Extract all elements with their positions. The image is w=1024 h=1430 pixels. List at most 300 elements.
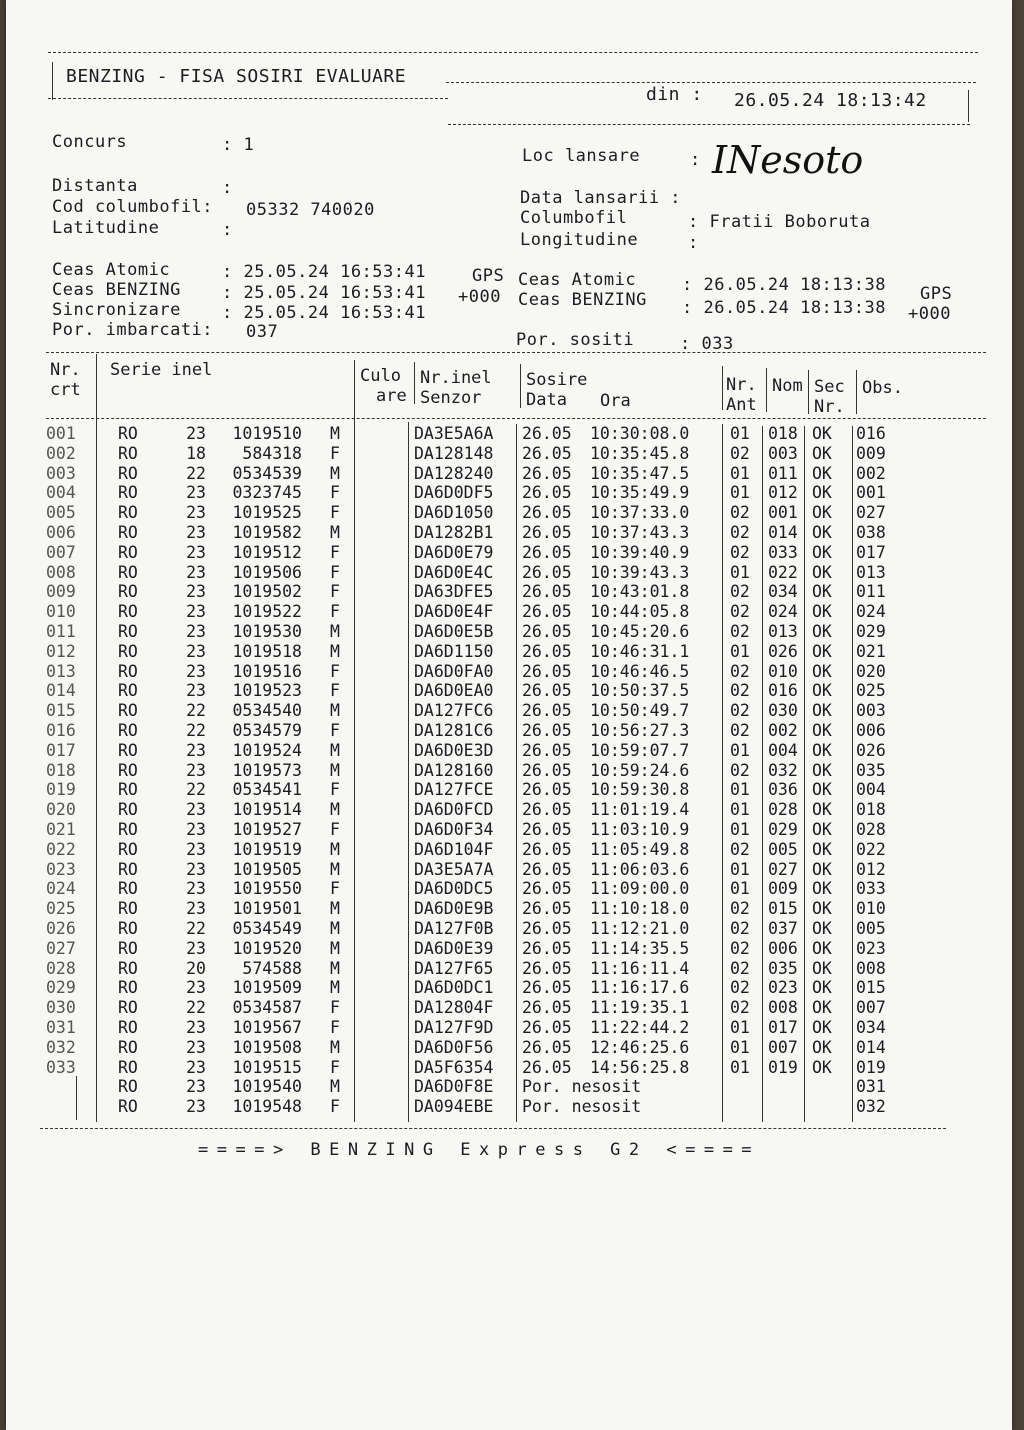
row-antenna: 02 — [730, 701, 750, 721]
row-arrival-time: 10:50:37.5 — [590, 681, 690, 701]
row-sec: OK — [812, 1037, 832, 1057]
row-arrival-time: 10:35:45.8 — [590, 443, 690, 463]
row-country: RO — [118, 443, 138, 463]
row-year: 23 — [186, 1037, 206, 1057]
row-arrival-date: 26.05 — [522, 503, 572, 523]
row-arrival-time: 10:50:49.7 — [590, 701, 690, 721]
row-arrival-date: 26.05 — [522, 978, 572, 998]
col-obs: Obs. — [862, 378, 903, 398]
row-number: 033 — [46, 1057, 76, 1077]
row-country: RO — [118, 582, 138, 602]
row-sensor-ring: DA6D0E39 — [414, 938, 494, 958]
title-left-border — [52, 62, 53, 100]
row-sex: F — [330, 879, 340, 899]
table-row — [6, 1038, 1012, 1058]
ceas-benzing-value-right: : 26.05.24 18:13:38 — [682, 298, 886, 318]
row-sex: M — [330, 1037, 340, 1057]
row-sec: OK — [812, 899, 832, 919]
row-sec: OK — [812, 681, 832, 701]
row-arrival-date: Por. nesosit — [522, 1077, 642, 1097]
arrivals-table — [6, 424, 1012, 1117]
row-number: 010 — [46, 602, 76, 622]
row-sec: OK — [812, 562, 832, 582]
row-ring-series: 0534579 — [232, 720, 302, 740]
row-obs: 028 — [856, 819, 886, 839]
row-arrival-date: 26.05 — [522, 1017, 572, 1037]
row-year: 23 — [186, 661, 206, 681]
row-arrival-time: 10:43:01.8 — [590, 582, 690, 602]
row-sec: OK — [812, 879, 832, 899]
row-sex: M — [330, 641, 340, 661]
row-sensor-ring: DA127F65 — [414, 958, 494, 978]
row-ring-series: 1019550 — [232, 879, 302, 899]
row-country: RO — [118, 641, 138, 661]
row-sex: M — [330, 938, 340, 958]
ceas-atomic-gps-left: GPS — [472, 266, 505, 286]
row-sensor-ring: DA6D0E3D — [414, 740, 494, 760]
loc-lansare-colon: : — [690, 150, 701, 170]
longitudine-label: Longitudine — [520, 230, 639, 250]
table-row — [6, 899, 1012, 919]
row-arrival-time: 10:46:46.5 — [590, 661, 690, 681]
row-country: RO — [118, 899, 138, 919]
row-antenna: 01 — [730, 740, 750, 760]
row-sex: M — [330, 839, 340, 859]
row-nom: 036 — [768, 780, 798, 800]
loc-lansare-handwriting: INesoto — [712, 138, 864, 182]
row-year: 23 — [186, 1017, 206, 1037]
row-obs: 004 — [856, 780, 886, 800]
cod-label: Cod columbofil: — [52, 197, 214, 217]
row-number: 017 — [46, 740, 76, 760]
row-nom: 030 — [768, 701, 798, 721]
row-country: RO — [118, 978, 138, 998]
row-sec: OK — [812, 661, 832, 681]
row-sensor-ring: DA094EBE — [414, 1097, 494, 1117]
col-sosire-ora: Ora — [600, 391, 631, 411]
row-nom: 032 — [768, 760, 798, 780]
row-number: 003 — [46, 463, 76, 483]
row-nom: 014 — [768, 522, 798, 542]
row-sec: OK — [812, 819, 832, 839]
row-arrival-date: 26.05 — [522, 582, 572, 602]
row-country: RO — [118, 938, 138, 958]
row-country: RO — [118, 998, 138, 1018]
row-country: RO — [118, 879, 138, 899]
row-sensor-ring: DA6D0DC1 — [414, 978, 494, 998]
row-country: RO — [118, 1097, 138, 1117]
row-number: 008 — [46, 562, 76, 582]
row-sex: M — [330, 522, 340, 542]
row-antenna: 01 — [730, 424, 750, 443]
row-obs: 013 — [856, 562, 886, 582]
row-sensor-ring: DA6D0DC5 — [414, 879, 494, 899]
ceas-benzing-value-left: : 25.05.24 16:53:41 — [222, 283, 426, 303]
row-obs: 023 — [856, 938, 886, 958]
row-antenna: 02 — [730, 760, 750, 780]
row-nom: 019 — [768, 1057, 798, 1077]
table-row — [6, 701, 1012, 721]
row-number: 005 — [46, 503, 76, 523]
row-obs: 005 — [856, 918, 886, 938]
row-arrival-time: 11:09:00.0 — [590, 879, 690, 899]
title-top-rule — [48, 52, 978, 53]
sositi-value: : 033 — [680, 334, 734, 354]
row-nom: 003 — [768, 443, 798, 463]
row-arrival-date: 26.05 — [522, 998, 572, 1018]
row-sensor-ring: DA6D0E79 — [414, 542, 494, 562]
row-obs: 020 — [856, 661, 886, 681]
row-sec: OK — [812, 780, 832, 800]
row-nom: 034 — [768, 582, 798, 602]
col-nom: Nom — [772, 376, 803, 396]
row-arrival-date: 26.05 — [522, 701, 572, 721]
row-obs: 021 — [856, 641, 886, 661]
row-country: RO — [118, 839, 138, 859]
ceas-atomic-gps-right: GPS — [920, 284, 953, 304]
row-number: 009 — [46, 582, 76, 602]
row-antenna: 01 — [730, 1037, 750, 1057]
row-arrival-time: 11:14:35.5 — [590, 938, 690, 958]
row-ring-series: 1019512 — [232, 542, 302, 562]
table-bottom-rule — [40, 1128, 946, 1129]
row-country: RO — [118, 760, 138, 780]
row-sec: OK — [812, 958, 832, 978]
row-sex: F — [330, 1057, 340, 1077]
row-obs: 016 — [856, 424, 886, 443]
row-sec: OK — [812, 978, 832, 998]
row-antenna: 01 — [730, 1057, 750, 1077]
row-nom: 009 — [768, 879, 798, 899]
row-sec: OK — [812, 918, 832, 938]
row-antenna: 01 — [730, 641, 750, 661]
table-row — [6, 1058, 1012, 1078]
table-row — [6, 622, 1012, 642]
row-obs: 009 — [856, 443, 886, 463]
row-ring-series: 1019567 — [232, 1017, 302, 1037]
table-row — [6, 978, 1012, 998]
row-sex: M — [330, 800, 340, 820]
row-arrival-date: 26.05 — [522, 938, 572, 958]
sincronizare-value: : 25.05.24 16:53:41 — [222, 303, 426, 323]
row-year: 23 — [186, 681, 206, 701]
row-country: RO — [118, 1057, 138, 1077]
row-number: 011 — [46, 621, 76, 641]
row-arrival-time: 10:35:49.9 — [590, 483, 690, 503]
row-ring-series: 1019524 — [232, 740, 302, 760]
col-sep-inel-header — [520, 364, 521, 408]
row-ring-series: 1019540 — [232, 1077, 302, 1097]
row-nom: 008 — [768, 998, 798, 1018]
row-number: 007 — [46, 542, 76, 562]
row-obs: 007 — [856, 998, 886, 1018]
row-ring-series: 0534540 — [232, 701, 302, 721]
row-sec: OK — [812, 503, 832, 523]
row-number: 015 — [46, 701, 76, 721]
col-culoare-2: are — [376, 386, 407, 406]
distanta-label: Distanta — [52, 176, 138, 196]
row-sec: OK — [812, 424, 832, 443]
row-nom: 026 — [768, 641, 798, 661]
row-year: 23 — [186, 522, 206, 542]
row-obs: 026 — [856, 740, 886, 760]
row-country: RO — [118, 562, 138, 582]
row-year: 20 — [186, 958, 206, 978]
row-year: 18 — [186, 443, 206, 463]
row-antenna: 01 — [730, 1017, 750, 1037]
row-nom: 011 — [768, 463, 798, 483]
row-nom: 013 — [768, 621, 798, 641]
row-sec: OK — [812, 621, 832, 641]
table-row — [6, 444, 1012, 464]
row-ring-series: 1019502 — [232, 582, 302, 602]
row-country: RO — [118, 503, 138, 523]
col-sosire-data: Data — [526, 390, 567, 410]
row-arrival-date: 26.05 — [522, 720, 572, 740]
title-right-border — [968, 90, 969, 122]
row-arrival-date: 26.05 — [522, 780, 572, 800]
row-number: 029 — [46, 978, 76, 998]
row-nom: 002 — [768, 720, 798, 740]
row-obs: 018 — [856, 800, 886, 820]
row-year: 23 — [186, 819, 206, 839]
row-year: 23 — [186, 879, 206, 899]
row-sensor-ring: DA6D1050 — [414, 503, 494, 523]
row-country: RO — [118, 780, 138, 800]
row-obs: 002 — [856, 463, 886, 483]
row-sec: OK — [812, 582, 832, 602]
row-arrival-date: 26.05 — [522, 621, 572, 641]
row-number: 022 — [46, 839, 76, 859]
row-year: 22 — [186, 463, 206, 483]
row-year: 22 — [186, 720, 206, 740]
row-antenna: 02 — [730, 582, 750, 602]
row-obs: 017 — [856, 542, 886, 562]
row-year: 23 — [186, 424, 206, 443]
row-sensor-ring: DA6D0F8E — [414, 1077, 494, 1097]
row-arrival-time: 11:12:21.0 — [590, 918, 690, 938]
row-sec: OK — [812, 443, 832, 463]
row-country: RO — [118, 542, 138, 562]
row-arrival-date: 26.05 — [522, 958, 572, 978]
row-arrival-time: 10:59:24.6 — [590, 760, 690, 780]
row-sex: M — [330, 978, 340, 998]
table-row — [6, 483, 1012, 503]
row-number: 032 — [46, 1037, 76, 1057]
row-country: RO — [118, 720, 138, 740]
row-sensor-ring: DA6D0FCD — [414, 800, 494, 820]
row-obs: 006 — [856, 720, 886, 740]
row-number: 006 — [46, 522, 76, 542]
row-number: 031 — [46, 1017, 76, 1037]
row-year: 22 — [186, 780, 206, 800]
row-number: 016 — [46, 720, 76, 740]
columbofil-label: Columbofil — [520, 208, 628, 228]
row-number: 004 — [46, 483, 76, 503]
col-sosire: Sosire — [526, 370, 588, 390]
row-year: 23 — [186, 602, 206, 622]
row-obs: 011 — [856, 582, 886, 602]
row-year: 23 — [186, 938, 206, 958]
row-sex: M — [330, 899, 340, 919]
row-ring-series: 1019530 — [232, 621, 302, 641]
table-row — [6, 800, 1012, 820]
row-year: 23 — [186, 621, 206, 641]
row-sensor-ring: DA6D0E5B — [414, 621, 494, 641]
row-sex: M — [330, 958, 340, 978]
table-row — [6, 780, 1012, 800]
row-year: 23 — [186, 978, 206, 998]
row-sex: F — [330, 443, 340, 463]
ceas-atomic-value-left: : 25.05.24 16:53:41 — [222, 262, 426, 282]
row-obs: 003 — [856, 701, 886, 721]
table-row — [6, 840, 1012, 860]
table-row — [6, 1018, 1012, 1038]
row-obs: 027 — [856, 503, 886, 523]
row-antenna: 02 — [730, 681, 750, 701]
row-country: RO — [118, 661, 138, 681]
row-country: RO — [118, 1017, 138, 1037]
row-sensor-ring: DA3E5A6A — [414, 424, 494, 443]
row-number: 021 — [46, 819, 76, 839]
table-row — [6, 741, 1012, 761]
row-arrival-time: 10:59:07.7 — [590, 740, 690, 760]
row-sec: OK — [812, 701, 832, 721]
row-sec: OK — [812, 800, 832, 820]
data-lansarii-label: Data lansarii : — [520, 188, 682, 208]
row-sex: M — [330, 463, 340, 483]
row-sec: OK — [812, 602, 832, 622]
row-antenna: 01 — [730, 879, 750, 899]
latitudine-value: : — [222, 220, 233, 240]
row-sec: OK — [812, 542, 832, 562]
row-antenna: 02 — [730, 522, 750, 542]
row-sensor-ring: DA12804F — [414, 998, 494, 1018]
row-sex: F — [330, 542, 340, 562]
table-row — [6, 1077, 1012, 1097]
row-sec: OK — [812, 641, 832, 661]
row-sec: OK — [812, 463, 832, 483]
row-sex: F — [330, 1097, 340, 1117]
row-arrival-date: 26.05 — [522, 839, 572, 859]
row-number: 018 — [46, 760, 76, 780]
table-row — [6, 503, 1012, 523]
row-sensor-ring: DA63DFE5 — [414, 582, 494, 602]
row-sex: F — [330, 998, 340, 1018]
row-sensor-ring: DA6D0E4F — [414, 602, 494, 622]
ceas-atomic-label-right: Ceas Atomic — [518, 270, 637, 290]
row-antenna: 02 — [730, 621, 750, 641]
row-number: 001 — [46, 424, 76, 443]
row-year: 23 — [186, 1057, 206, 1077]
row-sec: OK — [812, 1057, 832, 1077]
row-sex: M — [330, 701, 340, 721]
distanta-value: : — [222, 178, 233, 198]
row-sensor-ring: DA1282B1 — [414, 522, 494, 542]
ceas-atomic-label-left: Ceas Atomic — [52, 260, 171, 280]
row-sensor-ring: DA6D0F56 — [414, 1037, 494, 1057]
row-nom: 007 — [768, 1037, 798, 1057]
row-arrival-date: 26.05 — [522, 879, 572, 899]
row-sec: OK — [812, 483, 832, 503]
row-sex: F — [330, 483, 340, 503]
row-sensor-ring: DA128148 — [414, 443, 494, 463]
row-antenna: 02 — [730, 978, 750, 998]
table-row — [6, 721, 1012, 741]
row-ring-series: 1019518 — [232, 641, 302, 661]
row-number: 023 — [46, 859, 76, 879]
row-sensor-ring: DA6D0DF5 — [414, 483, 494, 503]
row-year: 22 — [186, 998, 206, 1018]
row-arrival-time: 11:01:19.4 — [590, 800, 690, 820]
row-arrival-time: 12:46:25.6 — [590, 1037, 690, 1057]
row-antenna: 02 — [730, 443, 750, 463]
table-header-bottom-rule — [46, 418, 986, 419]
row-ring-series: 1019514 — [232, 800, 302, 820]
row-country: RO — [118, 918, 138, 938]
row-nom: 016 — [768, 681, 798, 701]
cod-value: 05332 740020 — [246, 200, 375, 220]
row-ring-series: 1019506 — [232, 562, 302, 582]
row-arrival-time: 10:30:08.0 — [590, 424, 690, 443]
row-obs: 015 — [856, 978, 886, 998]
row-sec: OK — [812, 998, 832, 1018]
row-ring-series: 584318 — [242, 443, 302, 463]
row-nom: 001 — [768, 503, 798, 523]
row-year: 23 — [186, 899, 206, 919]
row-sex: M — [330, 760, 340, 780]
row-sensor-ring: DA1281C6 — [414, 720, 494, 740]
date-label: din : — [646, 84, 703, 105]
ceas-benzing-offset-right: +000 — [908, 304, 951, 324]
col-sec-1: Sec — [814, 377, 845, 397]
row-sensor-ring: DA127F0B — [414, 918, 494, 938]
row-number: 019 — [46, 780, 76, 800]
row-number: 024 — [46, 879, 76, 899]
imbarcati-value: 037 — [246, 322, 279, 342]
row-arrival-date: 26.05 — [522, 1037, 572, 1057]
row-number: 025 — [46, 899, 76, 919]
row-ring-series: 1019519 — [232, 839, 302, 859]
row-obs: 022 — [856, 839, 886, 859]
col-sec-2: Nr. — [814, 397, 845, 417]
row-ring-series: 0534549 — [232, 918, 302, 938]
row-obs: 034 — [856, 1017, 886, 1037]
table-row — [6, 523, 1012, 543]
row-sensor-ring: DA6D0FA0 — [414, 661, 494, 681]
row-number: 028 — [46, 958, 76, 978]
imbarcati-label: Por. imbarcati: — [52, 320, 214, 340]
table-row — [6, 642, 1012, 662]
col-sep-sec-header — [856, 370, 857, 414]
row-sex: F — [330, 780, 340, 800]
row-ring-series: 1019515 — [232, 1057, 302, 1077]
row-arrival-time: 11:16:11.4 — [590, 958, 690, 978]
date-value: 26.05.24 18:13:42 — [734, 90, 927, 111]
row-ring-series: 1019573 — [232, 760, 302, 780]
table-row — [6, 662, 1012, 682]
col-sep-sosire-header — [722, 366, 723, 410]
row-sex: F — [330, 681, 340, 701]
row-year: 22 — [186, 918, 206, 938]
row-country: RO — [118, 463, 138, 483]
row-antenna: 02 — [730, 958, 750, 978]
row-sec: OK — [812, 859, 832, 879]
row-arrival-date: 26.05 — [522, 760, 572, 780]
row-arrival-time: 10:46:31.1 — [590, 641, 690, 661]
row-obs: 019 — [856, 1057, 886, 1077]
ceas-benzing-label-left: Ceas BENZING — [52, 280, 181, 300]
